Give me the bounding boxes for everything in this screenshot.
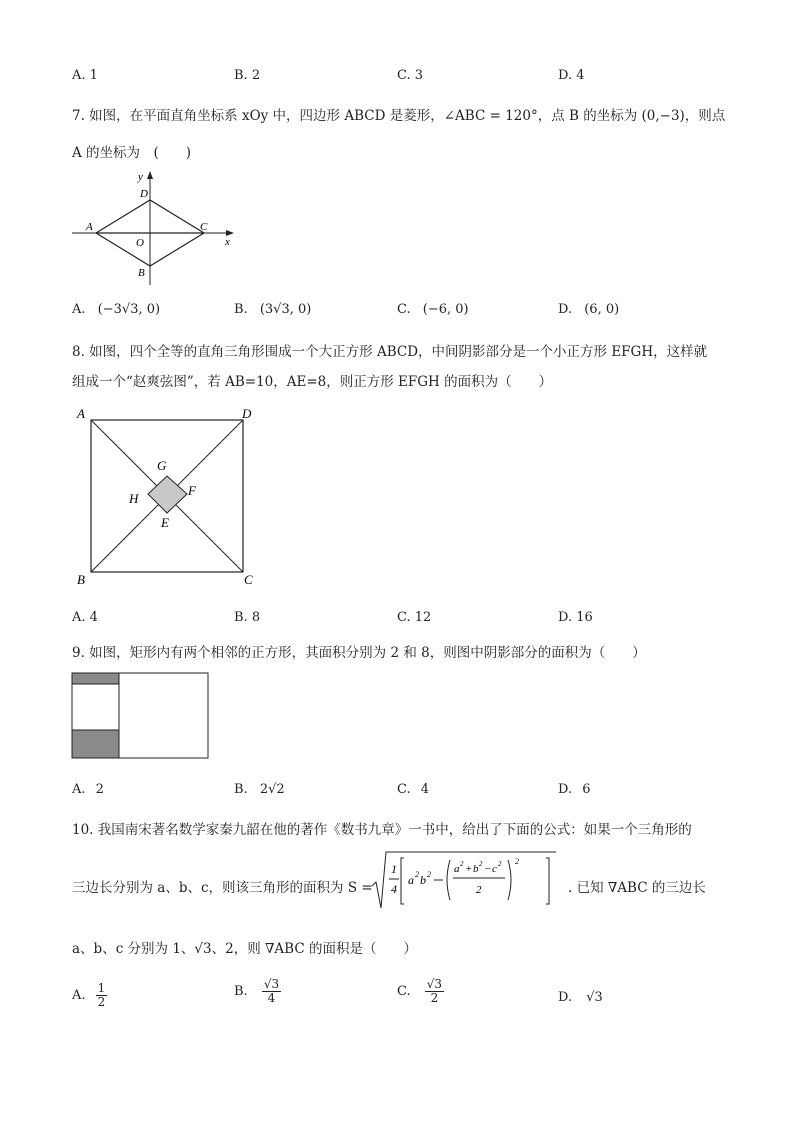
q7-option-b [234, 302, 311, 317]
q7-label-o: O [136, 237, 144, 249]
q8-label-a: A [77, 406, 85, 421]
q10-stem-line2-post: . 已知 ∇ABC 的三边长 [568, 880, 706, 896]
q8-label-e: E [161, 515, 169, 530]
q10-option-b-den: 4 [267, 991, 276, 1006]
q10-stem-line1: 10. 我国南宋著名数学家秦九韶在他的著作《数书九章》一书中，给出了下面的公式：如果一个三角形的 [72, 822, 692, 838]
svg-text:2: 2 [460, 860, 464, 868]
q9-option-d-letter: D. [558, 782, 573, 797]
q7-option-c-letter: C. [397, 302, 411, 317]
q7-label-b: B [138, 267, 145, 279]
q10-option-d [558, 990, 603, 1005]
q9-stem-line1: 9. 如图，矩形内有两个相邻的正方形，其面积分别为 2 和 8，则图中阴影部分的面积为（ ） [72, 645, 646, 661]
q10-option-a-den: 2 [97, 995, 106, 1010]
svg-text:b: b [473, 863, 479, 875]
svg-text:2: 2 [479, 860, 483, 868]
svg-text:2: 2 [498, 860, 502, 868]
q10-option-b [234, 978, 281, 1005]
q10-stem-line3: a、b、c 分别为 1、√3、2，则 ∇ABC 的面积是（ ） [72, 941, 417, 957]
q6-option-a: A. 1 [72, 68, 98, 83]
q7-label-c: C [200, 221, 208, 233]
q9-option-a-letter: A. [72, 782, 86, 797]
q6-option-d: D. 4 [558, 68, 585, 83]
svg-text:4: 4 [391, 882, 397, 896]
q10-option-a [72, 982, 107, 1009]
q8-option-b: B. 8 [234, 610, 261, 625]
q7-option-a [72, 302, 160, 317]
svg-text:b: b [420, 873, 426, 887]
q7-label-x: x [225, 236, 230, 248]
q7-option-d [558, 302, 619, 317]
q7-label-d: D [140, 188, 148, 200]
q9-rectangle-figure [71, 672, 211, 760]
q7-option-d-letter: D. [558, 302, 573, 317]
q7-label-a: A [86, 221, 93, 233]
q8-label-b: B [77, 572, 85, 587]
q7-label-y: y [138, 171, 143, 183]
q10-option-a-letter: A. [72, 988, 86, 1004]
svg-text:−: − [484, 863, 492, 875]
q10-option-b-num: √3 [263, 977, 280, 991]
svg-text:a: a [454, 863, 460, 875]
q9-option-a-text: 2 [95, 782, 104, 797]
q10-option-d-letter: D. [558, 990, 573, 1005]
q9-option-b-text: 2√2 [259, 782, 285, 797]
q10-formula [370, 848, 558, 912]
svg-text:2: 2 [515, 857, 519, 866]
svg-text:c: c [492, 863, 497, 875]
q8-label-h: H [129, 491, 139, 506]
q8-label-g: G [157, 458, 167, 473]
q7-option-d-text: (6, 0) [584, 302, 620, 317]
q6-option-c: C. 3 [397, 68, 424, 83]
q8-zhaoshuang-figure [72, 400, 262, 592]
q9-option-a [72, 782, 104, 797]
q10-option-b-letter: B. [234, 984, 248, 1000]
q9-option-c-text: 4 [420, 782, 430, 797]
q9-option-b-letter: B. [234, 782, 248, 797]
svg-text:a: a [408, 873, 414, 887]
q7-option-a-letter: A. [72, 302, 86, 317]
q9-option-c [397, 782, 429, 797]
svg-text:1: 1 [391, 862, 397, 876]
q10-option-d-text: √3 [586, 990, 603, 1005]
q8-stem-line1: 8. 如图，四个全等的直角三角形围成一个大正方形 ABCD，中间阴影部分是一个小正方形 EFGH，这样就 [72, 344, 708, 360]
q10-option-c-num: √3 [426, 977, 443, 991]
q8-label-c: C [244, 572, 253, 587]
q10-option-a-num: 1 [97, 981, 106, 995]
q8-option-a: A. 4 [72, 610, 98, 625]
q8-option-d: D. 16 [558, 610, 593, 625]
q10-option-c-den: 2 [430, 991, 439, 1006]
svg-text:2: 2 [476, 884, 482, 896]
q8-label-d: D [242, 406, 252, 421]
q7-option-b-text: (3√3, 0) [259, 302, 312, 317]
q8-stem-line2: 组成一个“赵爽弦图”，若 AB=10，AE=8，则正方形 EFGH 的面积为（ ） [72, 374, 553, 390]
svg-text:+: + [465, 863, 473, 875]
q10-option-c-letter: C. [397, 984, 411, 1000]
q8-label-f: F [188, 483, 196, 498]
q10-option-c [397, 978, 444, 1005]
q7-stem-line2: A 的坐标为 ( ) [72, 145, 192, 161]
svg-text:2: 2 [427, 870, 431, 879]
svg-text:2: 2 [415, 870, 419, 879]
q7-option-c [397, 302, 469, 317]
q7-rhombus-figure [68, 165, 248, 290]
q10-stem-line2-pre: 三边长分别为 a、b、c，则该三角形的面积为 S = [72, 880, 373, 896]
q9-option-d [558, 782, 591, 797]
q7-option-c-text: (−6, 0) [422, 302, 469, 317]
q6-option-b: B. 2 [234, 68, 261, 83]
q7-option-a-text: (−3√3, 0) [97, 302, 161, 317]
q9-option-d-text: 6 [582, 782, 591, 797]
q9-option-b [234, 782, 285, 797]
q9-option-c-letter: C. [397, 782, 411, 797]
q7-stem-line1: 7. 如图，在平面直角坐标系 xOy 中，四边形 ABCD 是菱形，∠ABC = 120°，点 B 的坐标为 (0,−3)，则点 [72, 108, 726, 124]
q7-option-b-letter: B. [234, 302, 248, 317]
q8-option-c: C. 12 [397, 610, 432, 625]
